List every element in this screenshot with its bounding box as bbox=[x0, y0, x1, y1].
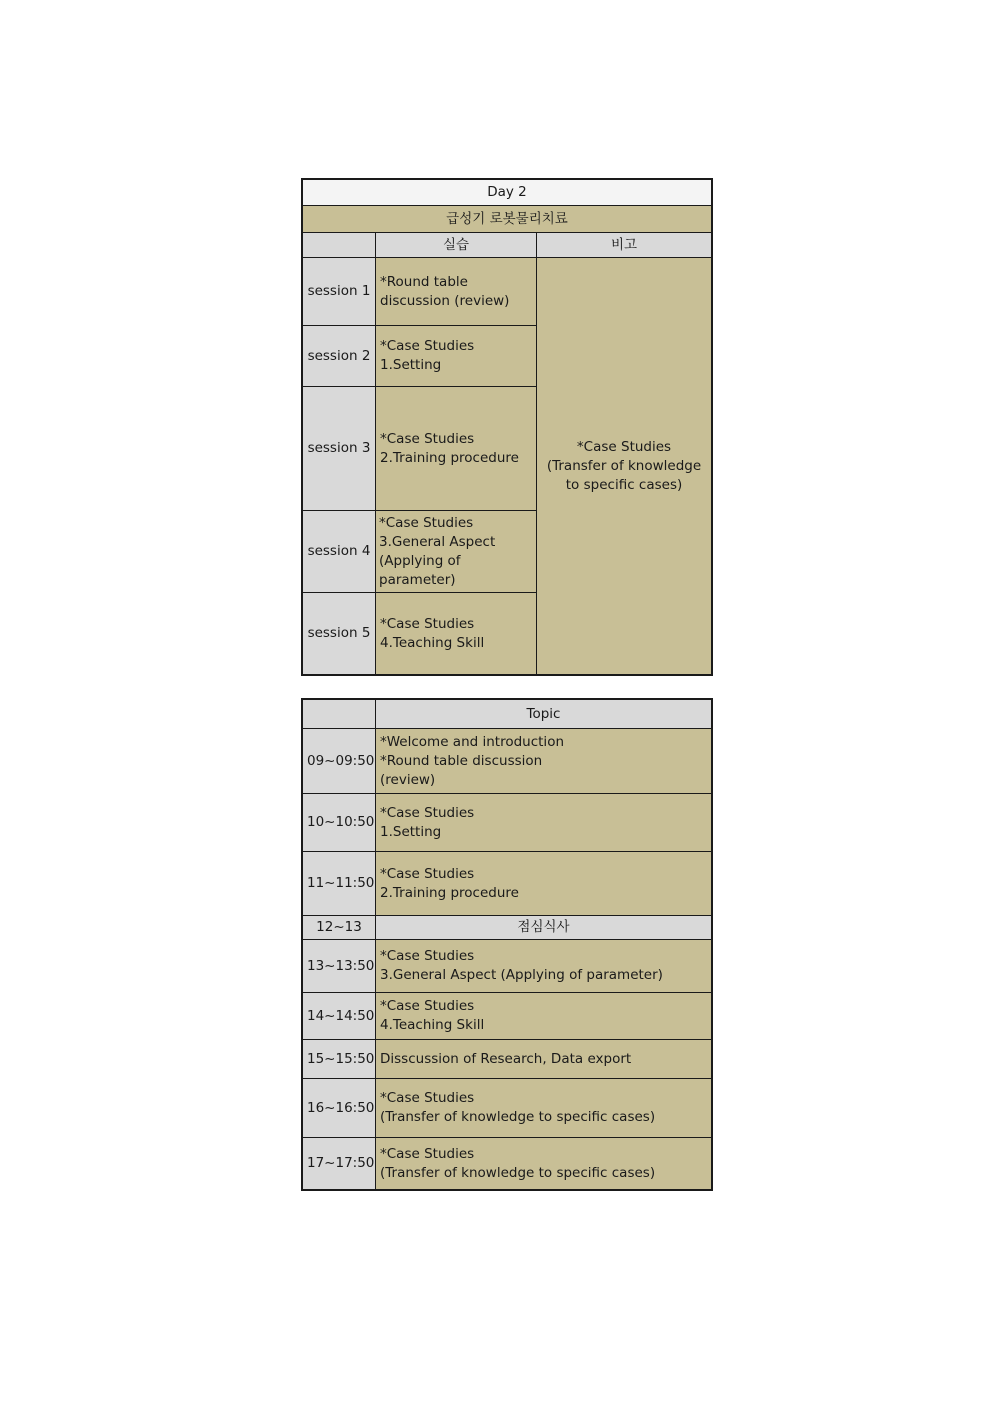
time-slot: 11~11:50 bbox=[303, 852, 376, 916]
timetable-row bbox=[303, 794, 712, 852]
column-header-remarks: 비고 bbox=[537, 233, 712, 258]
topic-cell: Disscussion of Research, Data export bbox=[376, 1040, 712, 1079]
topic-cell: *Case Studies 2.Training procedure bbox=[376, 852, 712, 916]
session-content: *Case Studies 2.Training procedure bbox=[376, 387, 537, 511]
session-content: *Case Studies 3.General Aspect (Applying of parameter) bbox=[376, 511, 537, 593]
lunch-cell: 점심식사 bbox=[376, 916, 712, 940]
header-empty-cell bbox=[303, 700, 376, 729]
timetable-row bbox=[303, 1079, 712, 1138]
remarks-cell: *Case Studies (Transfer of knowledge to specific cases) bbox=[537, 258, 712, 675]
topic-cell: *Case Studies 3.General Aspect (Applying of parameter) bbox=[376, 940, 712, 993]
session-label: session 1 bbox=[303, 258, 376, 326]
session-row bbox=[303, 258, 712, 326]
time-slot: 13~13:50 bbox=[303, 940, 376, 993]
time-slot: 14~14:50 bbox=[303, 993, 376, 1040]
session-content: *Case Studies 1.Setting bbox=[376, 326, 537, 387]
topic-timetable bbox=[302, 699, 712, 1190]
time-slot: 10~10:50 bbox=[303, 794, 376, 852]
day2-schedule-table bbox=[302, 179, 712, 675]
topic-cell: *Welcome and introduction *Round table discussion (review) bbox=[376, 729, 712, 794]
time-slot: 09~09:50 bbox=[303, 729, 376, 794]
timetable-row bbox=[303, 1040, 712, 1079]
topic-cell: *Case Studies 4.Teaching Skill bbox=[376, 993, 712, 1040]
timetable-row bbox=[303, 940, 712, 993]
session-content: *Round table discussion (review) bbox=[376, 258, 537, 326]
time-slot: 16~16:50 bbox=[303, 1079, 376, 1138]
session-content: *Case Studies 4.Teaching Skill bbox=[376, 593, 537, 675]
time-slot: 15~15:50 bbox=[303, 1040, 376, 1079]
session-label: session 5 bbox=[303, 593, 376, 675]
column-header-practice: 실습 bbox=[376, 233, 537, 258]
timetable-row-lunch bbox=[303, 916, 712, 940]
topic-cell: *Case Studies 1.Setting bbox=[376, 794, 712, 852]
timetable-row bbox=[303, 993, 712, 1040]
time-slot: 12~13 bbox=[303, 916, 376, 940]
header-empty-cell bbox=[303, 233, 376, 258]
program-subtitle: 급성기 로봇물리치료 bbox=[303, 206, 712, 233]
time-slot: 17~17:50 bbox=[303, 1138, 376, 1190]
topic-cell: *Case Studies (Transfer of knowledge to specific cases) bbox=[376, 1079, 712, 1138]
day-title: Day 2 bbox=[303, 180, 712, 206]
timetable-row bbox=[303, 1138, 712, 1190]
session-label: session 3 bbox=[303, 387, 376, 511]
timetable-row bbox=[303, 852, 712, 916]
topic-cell: *Case Studies (Transfer of knowledge to specific cases) bbox=[376, 1138, 712, 1190]
session-label: session 2 bbox=[303, 326, 376, 387]
timetable-row bbox=[303, 729, 712, 794]
session-label: session 4 bbox=[303, 511, 376, 593]
column-header-topic: Topic bbox=[376, 700, 712, 729]
